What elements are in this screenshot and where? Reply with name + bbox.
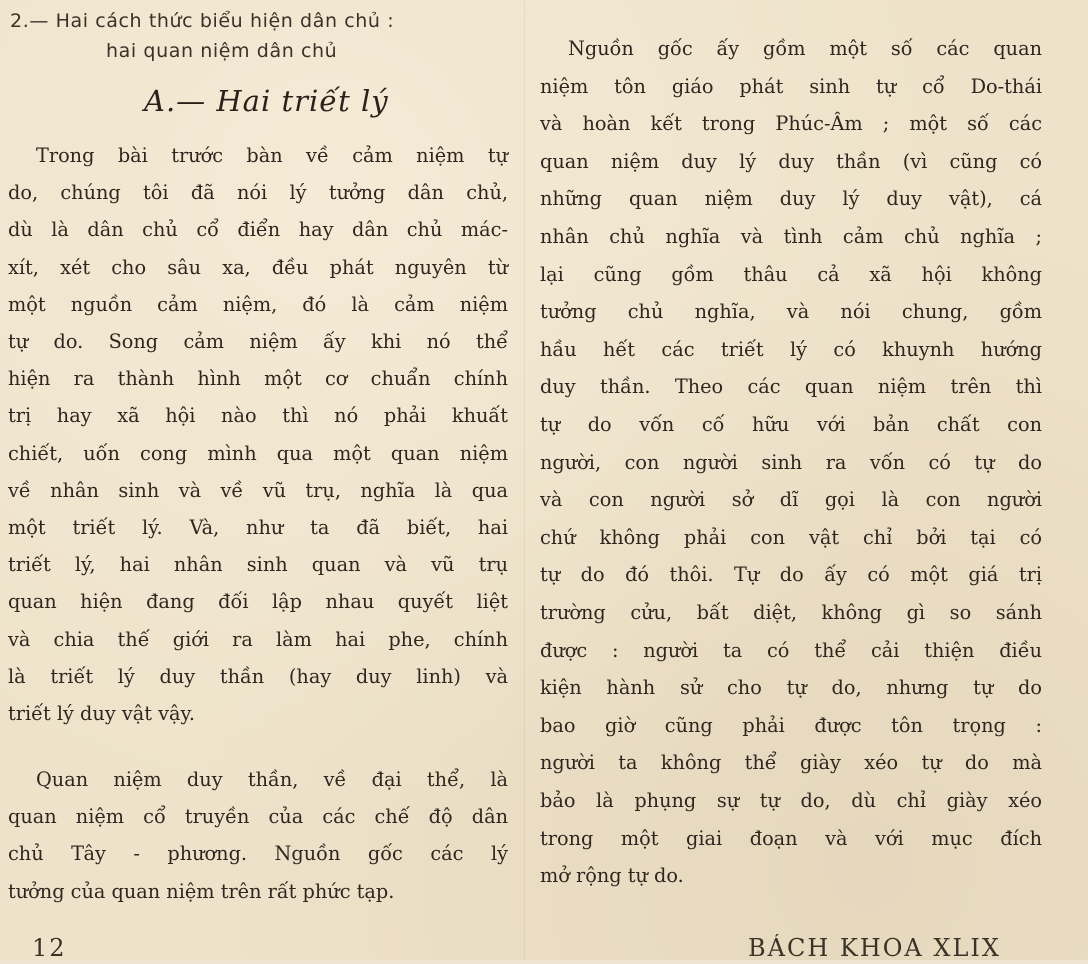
text-line: tưởng của quan niệm trên rất phức tạp. — [8, 879, 395, 903]
text-line: là triết lý duy thần (hay duy linh) và — [8, 664, 508, 688]
text-line: hiện ra thành hình một cơ chuẩn chính — [8, 367, 508, 391]
text-line: hầu hết các triết lý có khuynh hướng — [540, 337, 1042, 361]
text-line: người ta không thể giày xéo tự do mà — [540, 751, 1042, 775]
text-line: được : người ta có thể cải thiện điều — [540, 638, 1042, 662]
text-line: quan niệm duy lý duy thần (vì cũng có — [540, 149, 1042, 173]
page-number: 12 — [32, 934, 67, 962]
text-line: Quan niệm duy thần, về đại thể, là — [36, 768, 508, 791]
text-line: lại cũng gồm thâu cả xã hội không — [540, 262, 1042, 286]
text-line: chiết, uốn cong mình qua một quan niệm — [8, 441, 508, 465]
text-line: quan niệm cổ truyền của các chế độ dân — [8, 805, 508, 829]
text-line: một triết lý. Và, như ta đã biết, hai — [8, 516, 508, 539]
text-line: do, chúng tôi đã nói lý tưởng dân chủ, — [8, 181, 508, 205]
section-heading-line-2: hai quan niệm dân chủ — [106, 40, 338, 62]
text-line: dù là dân chủ cổ điển hay dân chủ mác- — [8, 218, 508, 242]
text-line: tự do đó thôi. Tự do ấy có một giá trị — [540, 563, 1042, 587]
subtitle: A.— Hai triết lý — [144, 84, 389, 118]
text-line: người, con người sinh ra vốn có tự do — [540, 450, 1042, 474]
text-line: nhân chủ nghĩa và tình cảm chủ nghĩa ; — [540, 225, 1042, 248]
text-line: kiện hành sử cho tự do, nhưng tự do — [540, 676, 1042, 700]
text-line: tự do. Song cảm niệm ấy khi nó thể — [8, 330, 508, 353]
text-line: những quan niệm duy lý duy vật), cá — [540, 187, 1042, 211]
text-line: chứ không phải con vật chỉ bởi tại có — [540, 525, 1042, 549]
page-crease — [524, 0, 525, 960]
text-line: trường cửu, bất diệt, không gì so sánh — [540, 601, 1042, 624]
section-heading-line-1: 2.— Hai cách thức biểu hiện dân chủ : — [10, 10, 395, 32]
text-line: và con người sở dĩ gọi là con người — [540, 488, 1042, 512]
text-line: bao giờ cũng phải được tôn trọng : — [540, 713, 1042, 737]
text-line: niệm tôn giáo phát sinh tự cổ Do-thái — [540, 74, 1042, 98]
text-line: xít, xét cho sâu xa, đều phát nguyên từ — [8, 255, 508, 279]
text-line: tự do vốn cố hữu với bản chất con — [540, 413, 1042, 436]
text-line: Nguồn gốc ấy gồm một số các quan — [568, 37, 1042, 60]
running-footer: BÁCH KHOA XLIX — [748, 934, 1001, 962]
text-line: duy thần. Theo các quan niệm trên thì — [540, 375, 1042, 399]
text-line: tưởng chủ nghĩa, và nói chung, gồm — [540, 300, 1042, 324]
text-line: quan hiện đang đối lập nhau quyết liệt — [8, 590, 508, 614]
text-line: chủ Tây - phương. Nguồn gốc các lý — [8, 842, 508, 866]
text-line: và chia thế giới ra làm hai phe, chính — [8, 627, 508, 651]
text-line: và hoàn kết trong Phúc-Âm ; một số các — [540, 112, 1042, 136]
text-line: triết lý, hai nhân sinh quan và vũ trụ — [8, 553, 508, 577]
text-line: một nguồn cảm niệm, đó là cảm niệm — [8, 292, 508, 316]
text-line: mở rộng tự do. — [540, 864, 684, 888]
text-line: về nhân sinh và về vũ trụ, nghĩa là qua — [8, 478, 508, 502]
text-line: bảo là phụng sự tự do, dù chỉ giày xéo — [540, 789, 1042, 812]
text-line: Trong bài trước bàn về cảm niệm tự — [36, 144, 508, 167]
text-line: triết lý duy vật vậy. — [8, 702, 195, 725]
text-line: trong một giai đoạn và với mục đích — [540, 826, 1042, 850]
text-line: trị hay xã hội nào thì nó phải khuất — [8, 404, 508, 428]
